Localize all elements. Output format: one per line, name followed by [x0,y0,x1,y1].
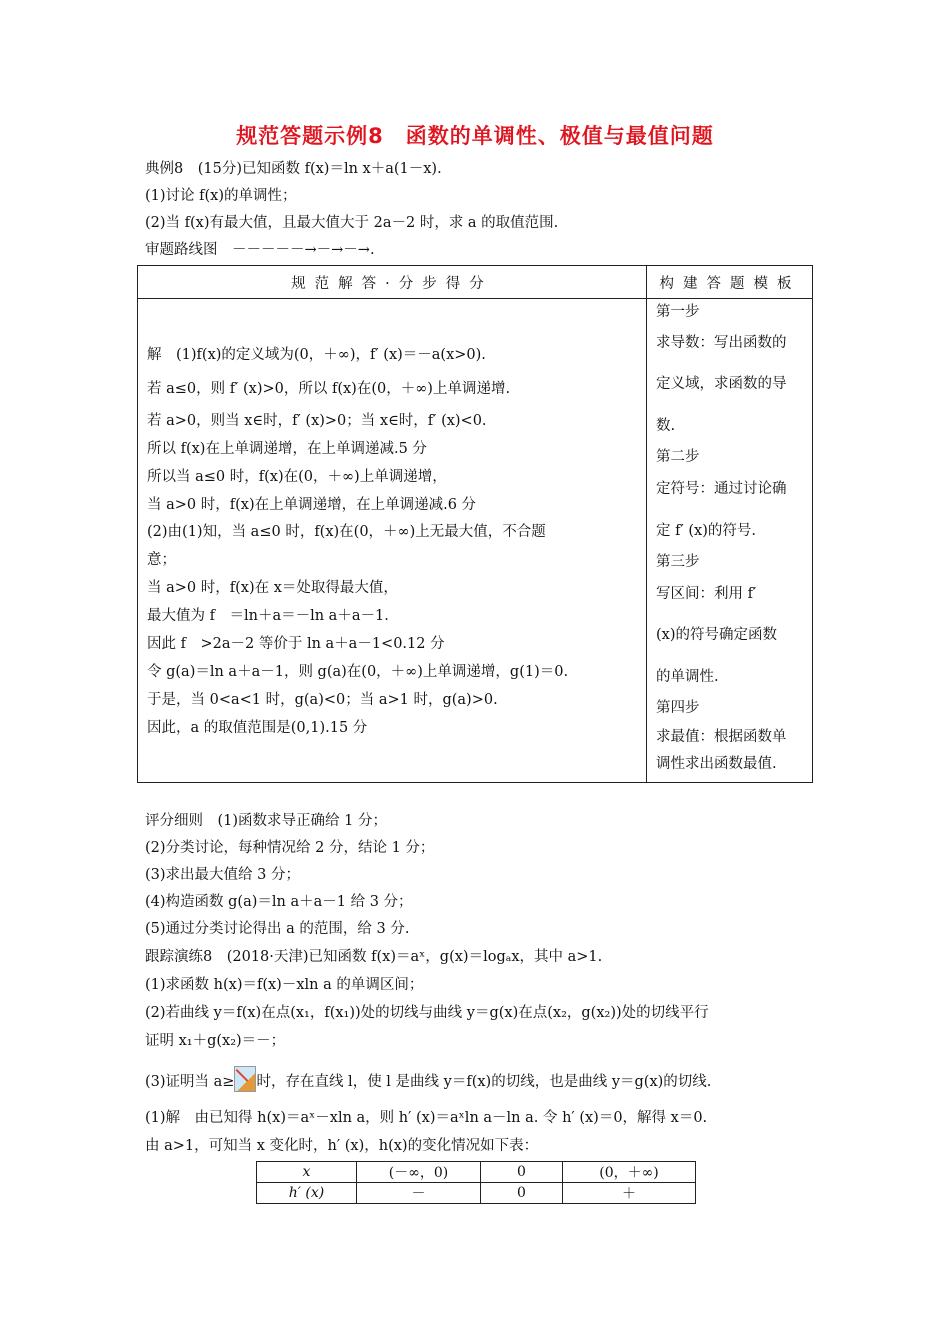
practice-question-2b: 证明 x₁＋g(x₂)＝－； [145,1033,286,1049]
template-line: 第四步 [656,700,700,716]
solution-line: 因此 f >2a－2 等价于 ln a＋a－1<0.12 分 [147,636,445,652]
example-header: 典例8 (15分)已知函数 f(x)＝ln x＋a(1－x). [145,161,442,177]
roadmap: 审题路线图 －－－－－→－→－→. [145,242,375,258]
template-line: (x)的符号确定函数 [656,627,777,643]
template-line: 的单调性. [656,669,719,685]
table-cell: (－∞，0) [357,1162,481,1183]
variation-table [256,1161,696,1204]
scoring-line: 评分细则 (1)函数求导正确给 1 分； [145,813,387,829]
solution-line: 若 a>0，则当 x∈时，f′ (x)>0；当 x∈时，f′ (x)<0. [147,413,487,429]
solution-line: 令 g(a)＝ln a＋a－1，则 g(a)在(0，＋∞)上单调递增，g(1)＝0. [147,664,569,680]
header-solution: 规范解答·分步得分 [291,276,493,292]
solution-line: 当 a>0 时，f(x)在上单调递增，在上单调递减.6 分 [147,497,477,513]
table-row [257,1183,696,1204]
scoring-line: (5)通过分类讨论得出 a 的范围，给 3 分. [145,921,410,937]
table-row [257,1162,696,1183]
template-line: 写区间：利用 f′ [656,586,757,602]
template-line: 第二步 [656,449,700,465]
solution-line: 所以 f(x)在上单调递增，在上单调递减.5 分 [147,441,427,457]
template-line: 第三步 [656,554,700,570]
template-line: 定义域，求函数的导 [656,376,787,392]
scoring-line: (3)求出最大值给 3 分； [145,867,300,883]
template-line: 定符号：通过讨论确 [656,481,787,497]
scoring-line: (2)分类讨论，每种情况给 2 分，结论 1 分； [145,840,435,856]
practice-q3-prefix: (3)证明当 a≥ [145,1074,235,1090]
template-line: 数. [656,418,676,434]
page-title: 规范答题示例8 函数的单调性、极值与最值问题 [236,124,714,148]
question-1: (1)讨论 f(x)的单调性； [145,188,297,204]
template-line: 第一步 [656,304,700,320]
practice-q3-suffix: 时，存在直线 l，使 l 是曲线 y＝f(x)的切线，也是曲线 y＝g(x)的切线. [256,1074,712,1090]
solution-line: 解 (1)f(x)的定义域为(0，＋∞)，f′ (x)＝－a(x>0). [147,347,486,363]
solution-line: 因此，a 的取值范围是(0,1).15 分 [147,720,368,736]
table-cell: x [257,1162,357,1183]
solution-line: 意； [147,552,176,568]
table-cell: － [357,1183,481,1204]
solution-line: 于是，当 0<a<1 时，g(a)<0；当 a>1 时，g(a)>0. [147,692,498,708]
template-line: 定 f′ (x)的符号. [656,523,756,539]
table-cell: h′ (x) [257,1183,357,1204]
formula-image-icon [234,1066,256,1092]
template-line: 求最值：根据函数单 [656,729,787,745]
practice-question-3 [145,1066,711,1092]
template-line: 求导数：写出函数的 [656,335,787,351]
table-cell: 0 [481,1162,563,1183]
solution-line: (2)由(1)知，当 a≤0 时，f(x)在(0，＋∞)上无最大值，不合题 [147,524,546,540]
solution-table [137,265,813,783]
header-template: 构建答题模板 [659,276,801,292]
table-cell: (0，＋∞) [563,1162,696,1183]
header-divider [138,298,812,299]
practice-question-1: (1)求函数 h(x)＝f(x)－xln a 的单调区间； [145,977,424,993]
column-divider [646,266,647,782]
practice-question-2: (2)若曲线 y＝f(x)在点(x₁，f(x₁))处的切线与曲线 y＝g(x)在点(x₂，g(x₂))处的切线平行 [145,1005,709,1021]
answer-line: 由 a>1，可知当 x 变化时，h′ (x)，h(x)的变化情况如下表： [145,1138,539,1154]
solution-line: 若 a≤0，则 f′ (x)>0，所以 f(x)在(0，＋∞)上单调递增. [147,381,511,397]
practice-header: 跟踪演练8 (2018·天津)已知函数 f(x)＝aˣ，g(x)＝logₐx，其中 a>1. [145,949,603,965]
answer-line: (1)解 由已知得 h(x)＝aˣ－xln a，则 h′ (x)＝aˣln a－ln a. 令 h′ (x)＝0，解得 x＝0. [145,1110,708,1126]
table-cell: ＋ [563,1183,696,1204]
scoring-line: (4)构造函数 g(a)＝ln a＋a－1 给 3 分； [145,894,413,910]
table-cell: 0 [481,1183,563,1204]
solution-line: 当 a>0 时，f(x)在 x＝处取得最大值， [147,580,398,596]
question-2: (2)当 f(x)有最大值，且最大值大于 2a－2 时，求 a 的取值范围. [145,215,559,231]
template-line: 调性求出函数最值. [656,756,777,772]
solution-line: 所以当 a≤0 时，f(x)在(0，＋∞)上单调递增， [147,469,447,485]
solution-line: 最大值为 f ＝ln＋a＝－ln a＋a－1. [147,608,389,624]
